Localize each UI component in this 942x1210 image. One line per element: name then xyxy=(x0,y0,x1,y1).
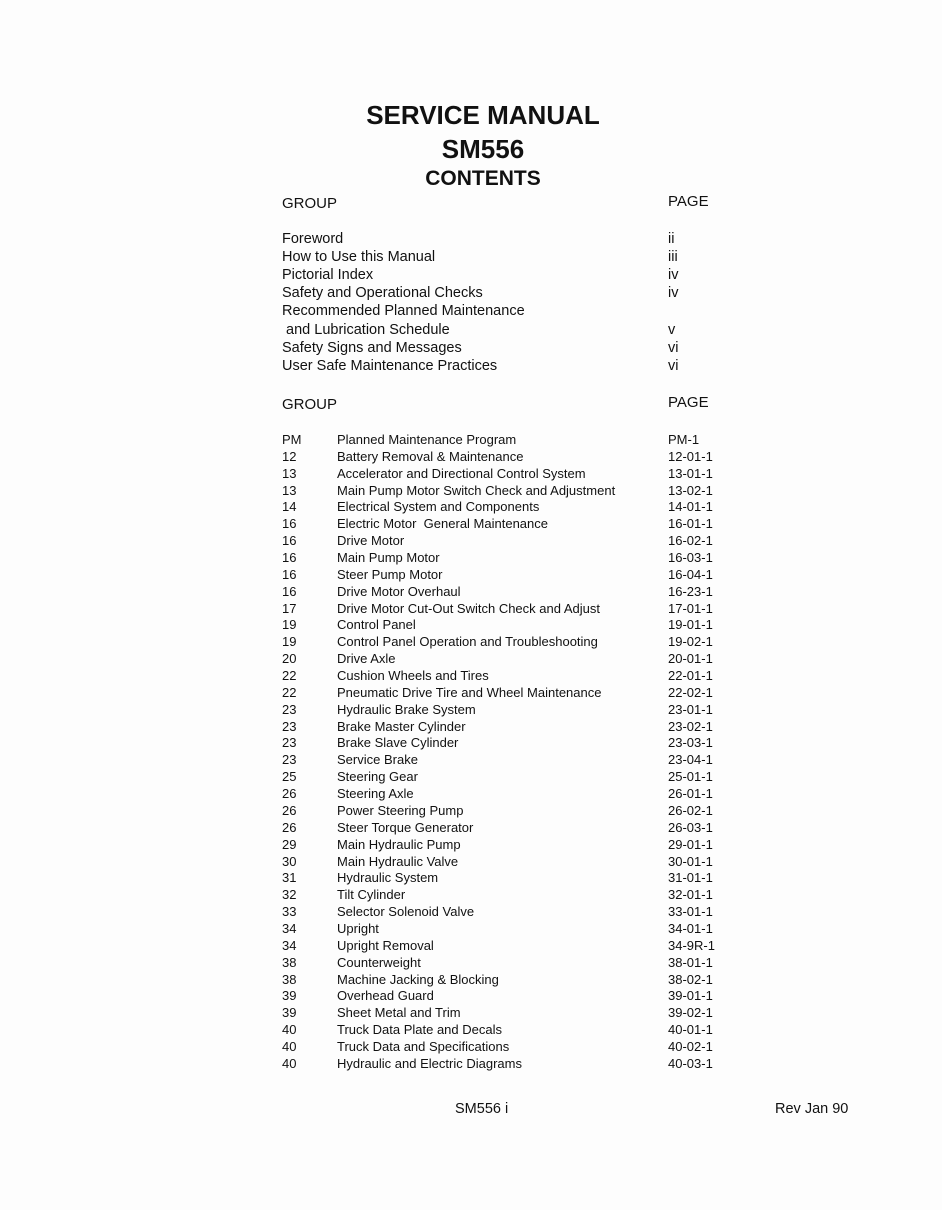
table-row xyxy=(0,550,942,567)
group-page: 39-01-1 xyxy=(668,988,713,1004)
group-page: 39-02-1 xyxy=(668,1005,713,1021)
group-number: 25 xyxy=(282,769,297,785)
group-page: 34-9R-1 xyxy=(668,937,715,953)
group-number: 23 xyxy=(282,735,297,751)
group-title: Planned Maintenance Program xyxy=(337,432,517,447)
group-title: Hydraulic System xyxy=(337,870,439,886)
group-number: 26 xyxy=(282,786,297,802)
group-header: GROUP xyxy=(282,396,338,413)
group-page: 38-02-1 xyxy=(668,971,713,987)
group-title: Selector Solenoid Valve xyxy=(337,904,475,920)
table-row xyxy=(0,870,942,887)
group-number: 32 xyxy=(282,887,297,903)
group-page: 26-02-1 xyxy=(668,802,713,818)
table-row xyxy=(0,466,942,483)
table-row xyxy=(0,1022,942,1039)
table-row xyxy=(0,668,942,685)
table-row xyxy=(0,1005,942,1022)
table-row xyxy=(0,769,942,786)
group-title: Control Panel xyxy=(337,617,416,633)
group-title: Machine Jacking & Blocking xyxy=(337,971,499,987)
group-page: 19-01-1 xyxy=(668,617,713,633)
group-number: 39 xyxy=(282,988,297,1004)
group-title: Brake Master Cylinder xyxy=(337,718,466,734)
group-number: 22 xyxy=(282,668,297,684)
group-number: 16 xyxy=(282,550,297,566)
group-title: Tilt Cylinder xyxy=(337,887,406,903)
document-title: SERVICE MANUAL xyxy=(366,100,600,130)
group-page: 20-01-1 xyxy=(668,651,713,667)
group-number: 13 xyxy=(282,465,297,481)
group-number: 23 xyxy=(282,718,297,734)
group-number: 17 xyxy=(282,600,297,616)
table-row xyxy=(0,752,942,769)
group-title: Service Brake xyxy=(337,752,418,768)
group-title: Battery Removal & Maintenance xyxy=(337,448,524,464)
table-row xyxy=(0,499,942,516)
group-title: Steer Pump Motor xyxy=(337,566,443,582)
table-row xyxy=(0,803,942,820)
page-header: PAGE xyxy=(668,394,709,411)
group-number: 19 xyxy=(282,634,297,650)
group-number: 40 xyxy=(282,1038,297,1054)
group-title: Hydraulic Brake System xyxy=(337,701,476,717)
table-row xyxy=(0,449,942,466)
group-page: PM-1 xyxy=(668,432,700,447)
group-page: 38-01-1 xyxy=(668,954,713,970)
table-row xyxy=(0,972,942,989)
front-matter-page: iii xyxy=(668,249,678,266)
front-matter-title: and Lubrication Schedule xyxy=(282,321,450,338)
group-page: 23-04-1 xyxy=(668,752,713,768)
group-title: Brake Slave Cylinder xyxy=(337,735,459,751)
group-page: 26-03-1 xyxy=(668,819,713,835)
group-page: 40-02-1 xyxy=(668,1038,713,1054)
group-page: 13-01-1 xyxy=(668,465,713,481)
group-number: 13 xyxy=(282,482,297,498)
front-matter-page: iv xyxy=(668,285,679,302)
group-page: 23-03-1 xyxy=(668,735,713,751)
group-number: 16 xyxy=(282,566,297,582)
group-title: Steer Torque Generator xyxy=(337,819,474,835)
group-number: 40 xyxy=(282,1055,297,1071)
group-page: 16-23-1 xyxy=(668,583,713,599)
group-title: Counterweight xyxy=(337,954,421,970)
group-page: 17-01-1 xyxy=(668,600,713,616)
table-row xyxy=(0,1056,942,1073)
group-title: Steering Axle xyxy=(337,786,414,802)
table-row xyxy=(0,702,942,719)
group-title: Control Panel Operation and Troubleshooting xyxy=(337,634,598,650)
front-matter-title: Safety and Operational Checks xyxy=(282,285,483,302)
front-matter-page: vi xyxy=(668,357,679,374)
group-title: Main Hydraulic Pump xyxy=(337,836,461,852)
group-number: 23 xyxy=(282,752,297,768)
front-matter-title: Pictorial Index xyxy=(282,267,374,284)
footer-revision: Rev Jan 90 xyxy=(775,1101,849,1117)
footer-page-label: SM556 i xyxy=(455,1101,509,1117)
group-title: Pneumatic Drive Tire and Wheel Maintenance xyxy=(337,684,602,700)
front-matter-title: User Safe Maintenance Practices xyxy=(282,357,498,374)
group-number: 40 xyxy=(282,1022,297,1038)
table-row xyxy=(0,685,942,702)
group-page: 16-01-1 xyxy=(668,516,713,532)
table-row xyxy=(0,887,942,904)
group-number: 26 xyxy=(282,819,297,835)
table-row xyxy=(0,584,942,601)
table-row xyxy=(0,601,942,618)
group-page: 12-01-1 xyxy=(668,448,713,464)
table-row xyxy=(0,617,942,634)
table-row xyxy=(0,904,942,921)
table-row xyxy=(0,921,942,938)
group-title: Steering Gear xyxy=(337,769,418,785)
group-page: 25-01-1 xyxy=(668,769,713,785)
front-matter-page: vi xyxy=(668,339,679,356)
front-matter-page: iv xyxy=(668,267,679,284)
group-page: 22-02-1 xyxy=(668,684,713,700)
group-number: 20 xyxy=(282,651,297,667)
group-title: Cushion Wheels and Tires xyxy=(337,668,489,684)
group-number: 38 xyxy=(282,971,297,987)
group-page: 40-03-1 xyxy=(668,1055,713,1071)
group-title: Sheet Metal and Trim xyxy=(337,1005,461,1021)
table-row xyxy=(0,786,942,803)
group-page: 16-03-1 xyxy=(668,550,713,566)
group-number: 38 xyxy=(282,954,297,970)
group-number: 26 xyxy=(282,802,297,818)
group-title: Drive Motor Overhaul xyxy=(337,583,461,599)
table-row xyxy=(0,634,942,651)
front-matter-title: Safety Signs and Messages xyxy=(282,339,462,356)
group-title: Main Hydraulic Valve xyxy=(337,853,459,869)
group-title: Main Pump Motor xyxy=(337,550,440,566)
group-number: 14 xyxy=(282,499,297,515)
group-title: Power Steering Pump xyxy=(337,802,464,818)
group-title: Drive Axle xyxy=(337,651,396,667)
table-row xyxy=(0,955,942,972)
group-number: 23 xyxy=(282,701,297,717)
table-row xyxy=(0,533,942,550)
table-row xyxy=(0,516,942,533)
group-title: Drive Motor Cut-Out Switch Check and Adjust xyxy=(337,600,600,616)
group-page: 16-04-1 xyxy=(668,566,713,582)
group-number: 22 xyxy=(282,684,297,700)
front-matter-page: v xyxy=(668,321,676,338)
group-title: Accelerator and Directional Control System xyxy=(337,465,586,481)
group-title: Hydraulic and Electric Diagrams xyxy=(337,1055,522,1071)
group-page: 40-01-1 xyxy=(668,1022,713,1038)
front-page-header: PAGE xyxy=(668,193,709,210)
group-number: PM xyxy=(282,432,302,447)
group-page: 31-01-1 xyxy=(668,870,713,886)
group-page: 29-01-1 xyxy=(668,836,713,852)
group-page: 30-01-1 xyxy=(668,853,713,869)
table-row xyxy=(0,1039,942,1056)
group-title: Electric Motor General Maintenance xyxy=(337,516,548,532)
group-page: 22-01-1 xyxy=(668,668,713,684)
group-page: 34-01-1 xyxy=(668,920,713,936)
model-number: SM556 xyxy=(441,134,525,164)
table-row xyxy=(0,938,942,955)
group-number: 39 xyxy=(282,1005,297,1021)
group-number: 12 xyxy=(282,448,297,464)
group-number: 34 xyxy=(282,937,297,953)
group-page: 26-01-1 xyxy=(668,786,713,802)
group-page: 16-02-1 xyxy=(668,533,713,549)
group-number: 16 xyxy=(282,583,297,599)
front-matter-page: ii xyxy=(668,231,675,247)
front-matter-title: Foreword xyxy=(282,231,344,247)
group-title: Upright Removal xyxy=(337,937,434,953)
table-row xyxy=(0,988,942,1005)
group-number: 16 xyxy=(282,516,297,532)
group-title: Truck Data and Specifications xyxy=(337,1038,510,1054)
group-page: 13-02-1 xyxy=(668,482,713,498)
group-title: Main Pump Motor Switch Check and Adjustment xyxy=(337,482,616,498)
group-title: Electrical System and Components xyxy=(337,499,540,515)
group-number: 29 xyxy=(282,836,297,852)
table-row xyxy=(0,719,942,736)
group-page: 32-01-1 xyxy=(668,887,713,903)
group-page: 23-02-1 xyxy=(668,718,713,734)
front-group-header: GROUP xyxy=(282,195,338,212)
group-number: 16 xyxy=(282,533,297,549)
contents-heading: CONTENTS xyxy=(425,167,541,190)
group-title: Upright xyxy=(337,920,379,936)
group-page: 19-02-1 xyxy=(668,634,713,650)
front-matter-title: How to Use this Manual xyxy=(282,249,436,266)
table-row xyxy=(0,651,942,668)
group-number: 19 xyxy=(282,617,297,633)
table-row xyxy=(0,483,942,500)
group-title: Truck Data Plate and Decals xyxy=(337,1022,502,1038)
table-row xyxy=(0,567,942,584)
group-number: 30 xyxy=(282,853,297,869)
front-matter-title: Recommended Planned Maintenance xyxy=(282,303,525,320)
group-page: 23-01-1 xyxy=(668,701,713,717)
group-title: Drive Motor xyxy=(337,533,405,549)
group-number: 34 xyxy=(282,920,297,936)
table-row xyxy=(0,735,942,752)
group-page: 33-01-1 xyxy=(668,904,713,920)
table-row xyxy=(0,820,942,837)
group-number: 33 xyxy=(282,904,297,920)
table-row xyxy=(0,837,942,854)
group-page: 14-01-1 xyxy=(668,499,713,515)
group-title: Overhead Guard xyxy=(337,988,434,1004)
table-row xyxy=(0,854,942,871)
group-number: 31 xyxy=(282,870,297,886)
table-row xyxy=(0,432,942,449)
